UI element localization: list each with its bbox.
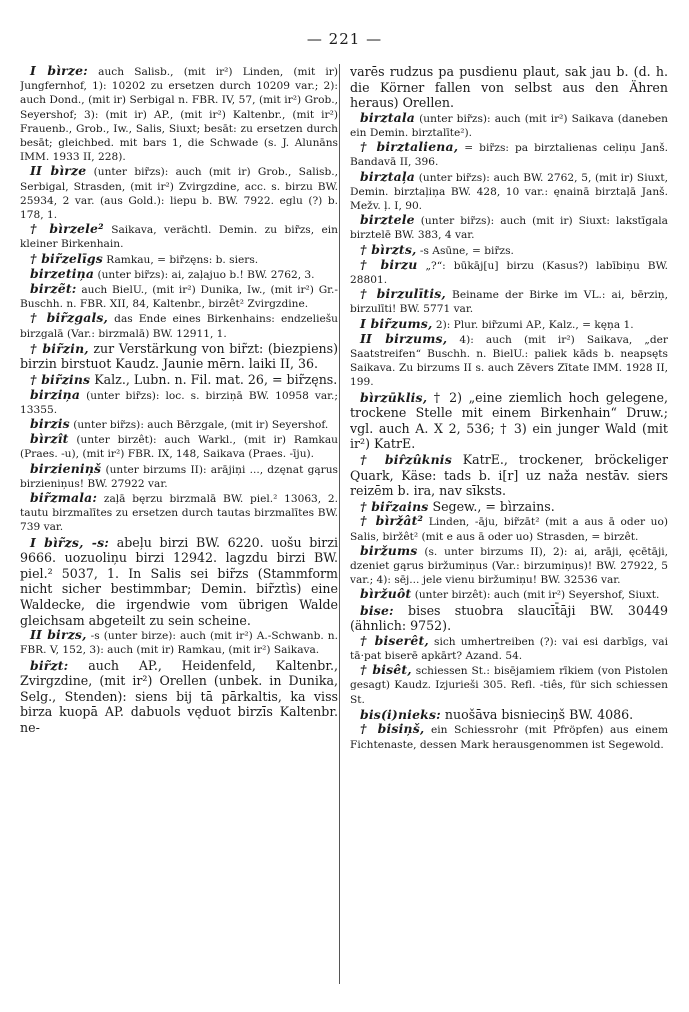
entry-headword: biržums [360,542,418,558]
left-column [20,64,338,994]
entry-text: KatrE., trockener, bröckeliger Quark, Käse: tads b. i[r] uz naža nestāv. siers reizēm b. ira, nav sīksts. [350,452,668,499]
entry-headword: II birzums, [360,330,448,346]
dictionary-entry [350,634,668,663]
dictionary-entry [350,707,668,723]
dictionary-entry [20,64,338,164]
dictionary-entry [350,544,668,588]
dictionary-entry [20,432,338,461]
entry-headword: II bìrze [30,163,87,179]
entry-headword: I bìr̃zs, -s: [30,534,110,550]
entry-headword: † bir̂zûknis [360,452,452,468]
entry-text: -s (unter birze): auch (mit ir²) A.-Schwanb. n. FBR. V, 152, 3): auch (mit ir) Ramkau, (mit ir²) Saikava. [20,630,338,657]
dictionary-entry [20,417,338,432]
dictionary-entry [20,535,338,629]
entry-text: 2): Plur. bir̃zumi AP., Kalz., = kęņa 1. [432,318,634,331]
entry-headword: birztaļa [360,168,416,184]
dictionary-entry [350,140,668,169]
entry-headword: † birztaliena, [360,139,459,155]
entry-text: (unter bir̃zs): auch (mit ir) Siuxt: lakstīgala birztelē BW. 383, 4 var. [350,215,668,242]
entry-text: (unter bir̃zs): auch (mit ir²) Saikava (daneben ein Demin. birztalīte²). [350,112,668,139]
entry-headword: birztele [360,212,415,228]
dictionary-entry [350,243,668,258]
entry-text: auch BielU., (mit ir²) Dunika, Iw., (mit ir²) Gr.-Buschh. n. FBR. XII, 84, Kaltenbr., birzêt² Zvirgzdine. [20,284,338,311]
entry-text: bises stuobra slaucīt̄āji BW. 30449 (ähnlich: 9752). [350,602,668,634]
entry-headword: † bisêt, [360,662,412,678]
entry-text: Linden, -āju, bir̃zāt² (mit a aus ā oder uo) Salis, biržêt² (mit e aus ā oder uo) Strasden, = birzêt. [350,516,668,543]
dictionary-entry [350,663,668,707]
entry-text: varēs rudzus pa pusdienu plaut, sak jau b. (d. h. die Körner fallen von selbst aus den Ähren heraus) Orellen. [350,64,668,111]
entry-text: = bir̃zs: pa birztalienas celiņu Janš. Bandavā II, 396. [350,142,668,169]
entry-text: (unter bir̃zs): auch (mit ir) Grob., Salisb., Serbigal, Strasden, (mit ir²) Zvirgzdine, acc. s. birzu BW. 25934, 2 var. (aus Gold.): liepu b. BW. 7922. eglu (?) b. 178, 1. [20,166,338,222]
dictionary-entry [350,452,668,499]
dictionary-entry [350,64,668,111]
dictionary-entry [350,587,668,602]
dictionary-entry [20,282,338,311]
entry-text: (unter bir̃zs): ai, zaļajuo b.! BW. 2762, 3. [94,268,315,281]
entry-text: (unter birzums II): arājiņi ..., dzęnat gąrus birzieniņus! BW. 27922 var. [20,463,338,490]
entry-headword: † bir̃zelīgs [30,250,103,266]
entry-text: auch Salisb., (mit ir²) Linden, (mit ir) Jungfernhof, 1): 10202 zu ersetzen durch 10209 var.; 2): auch Dond., (mit ir) Serbigal n. FBR. IV, 57, (mit ir²) Grob., Seyershof; 3): (mit ir) AP., (mit ir²) Kaltenbr., (mit ir²) Frauenb., Grob., Iw., Salis, Siuxt; besāt: zu ersetzen durch besāt; gleichbed. mit bars 1, die Schwade (s. J. Alunāns IMM. 1933 II, 228). [20,66,338,164]
entry-text: abeļu birzi BW. 6220. uošu birzi 9666. uozuoliņu birzi 12942. lagzdu birzi BW. piel.² 5037, 1. In Salis sei bir̃zs (Stammform nicht sicher bestimmbar; Demin. bir̃ztìs) eine Waldecke, die irgendwie vom übrigen Walde gleichsam abgeteilt zu sein scheine. [20,534,338,628]
entry-headword: birzis [30,416,70,432]
entry-text: „?“: būkāj[u] birzu (Kasus?) labībiņu BW. 28801. [350,259,668,287]
entry-headword: bìrzūklis, [360,389,428,405]
entry-text: das Ende eines Birkenhains: endzeliešu birzgalā (Var.: birzmalā) BW. 12911, 1. [20,313,338,340]
dictionary-entry [350,111,668,140]
entry-headword: bis(i)nieks: [360,706,441,722]
entry-headword: bìrzît [30,431,69,447]
entry-headword: † bir̃zains [360,498,429,514]
entry-headword: † bìržât² [360,513,424,529]
dictionary-entry [20,372,338,388]
right-column [350,64,668,994]
entry-text: -s Asūne, = bir̃zs. [416,244,514,257]
entry-headword: † bisiņš, [360,721,425,737]
dictionary-entry [20,311,338,340]
entry-headword: bir̃zmala: [30,490,98,506]
dictionary-entry [20,388,338,417]
entry-headword: birzieniņš [30,460,102,476]
column-divider [339,64,340,984]
entry-text: zur Verstärkung von bir̃zt: (biezpiens) birzin birstuot Kaudz. Jaunie mērn. laiki II, 36. [20,340,338,372]
entry-headword: † bir̃zins [30,372,91,388]
entry-headword: † birzulītis, [360,286,446,302]
entry-text: Saikava, verächtl. Demin. zu bir̃zs, ein kleiner Birkenhain. [20,224,338,251]
entry-headword: † birzu [360,256,418,272]
entry-headword: † bìrzts, [360,241,417,257]
dictionary-entry [20,491,338,535]
dictionary-entry [350,499,668,515]
dictionary-entry [20,222,338,251]
entry-text: Beiname der Birke im VL.: ai, bērziņ, birzulīti! BW. 5771 var. [350,289,668,316]
page-number: — 221 — [306,30,383,48]
entry-headword: birzẽt: [30,281,77,297]
dictionary-entry [20,252,338,267]
entry-headword: † bìrzele² [30,221,104,237]
entry-headword: birzetiņa [30,265,95,281]
entry-headword: I bìrze: [30,64,88,78]
entry-text: sich umhertreiben (?): vai esi darbīgs, vai tā·pat biserē apkārt? Azand. 54. [350,635,668,662]
entry-text: auch AP., Heidenfeld, Kaltenbr., Zvirgzdine, (mit ir²) Orellen (unbek. in Dunika, Selg., Stenden): siens bij tā pārkaltis, ka viss birza kuopā AP. dabuols vęduot birzīs Kaltenbr. ne- [20,657,338,736]
dictionary-entry [20,341,338,372]
entry-headword: bir̃zt: [30,657,69,673]
dictionary-entry [350,170,668,214]
entry-text: zaļā bęrzu birzmalā BW. piel.² 13063, 2. tautu birzmalītes zu ersetzen durch tautas birzmalītes BW. 739 var. [20,493,338,534]
entry-text: ein Schiessrohr (mit Pfröpfen) aus einem Fichtenaste, dessen Mark herausgenommen ist Segewold. [350,724,668,751]
entry-headword: † bir̃zin, [30,340,89,356]
dictionary-entry [350,603,668,634]
dictionary-entry [20,628,338,657]
entry-text: † 2) „eine ziemlich hoch gelegene, trockene Stelle mit einem Birkenhain“ Druw.; vgl. auch A. X 2, 536; † 3) ein junger Wald (mit ir²) KatrE. [350,389,668,452]
dictionary-entry [350,213,668,242]
entry-text: (unter bir̃zs): auch BW. 2762, 5, (mit ir) Siuxt, Demin. birztaļiņa BW. 428, 10 var.: ęnainā birztaļā Janš. Mežv. ļ. I, 90. [350,171,668,212]
entry-headword: † bir̃zgals, [30,310,109,326]
entry-text: Segew., = bìrzains. [428,498,555,514]
entry-headword: birztala [360,109,416,125]
dictionary-entry [350,514,668,543]
dictionary-entry [350,390,668,452]
entry-text: (unter bir̃zs): auch Bērzgale, (mit ir) Seyershof. [69,419,329,432]
entry-headword: I bir̃zums, [360,315,433,331]
entry-text: (unter bir̃zs): loc. s. birziņā BW. 10958 var.; 13355. [20,389,338,416]
entry-text: (s. unter birzums II), 2): ai, arāji, ęcētāji, dzeniet gąrus biržumiņus (Var.: birzumiņus)! BW. 27922, 5 var.; 4): sēj... jele vienu biržumiņu! BW. 32536 var. [350,545,668,587]
entry-text: nuošāva bisnieciņš BW. 4086. [440,706,634,722]
dictionary-entry [350,332,668,390]
entry-text: Ramkau, = bir̃zęns: b. siers. [102,253,259,266]
dictionary-entry [20,267,338,282]
dictionary-entry [350,317,668,332]
dictionary-entry [20,658,338,736]
entry-headword: † biserêt, [360,632,429,648]
dictionary-entry [350,287,668,316]
entry-headword: birziņa [30,386,81,402]
entry-headword: bìržuôt [360,586,412,602]
entry-headword: bise: [360,602,394,618]
entry-text: Kalz., Lubn. n. Fil. mat. 26, = bir̃zęns. [90,372,338,388]
entry-text: 4): auch (mit ir²) Saikava, „der Saatstreifen“ Buschh. n. BielU.: paliek kāds b. neapsęts Saikava. Zu birzums II s. auch Zēvers Zītate IMM. 1928 II, 199. [350,333,668,389]
dictionary-entry [350,722,668,751]
entry-headword: II birzs, [30,627,87,643]
dictionary-entry [20,164,338,222]
dictionary-entry [350,258,668,287]
entry-text: schiessen St.: bisējamiem rīkiem (von Pistolen gesagt) Kaudz. Izjurieši 305. Refl. -tiês, für sich schiessen St. [350,665,668,706]
dictionary-entry [20,462,338,491]
entry-text: (unter birzêt): auch Warkl., (mit ir) Ramkau (Praes. -u), (mit ir²) FBR. IX, 148, Saikava (Praes. -īju). [20,434,338,461]
entry-text: (unter birzêt): auch (mit ir²) Seyershof, Siuxt. [411,589,660,602]
